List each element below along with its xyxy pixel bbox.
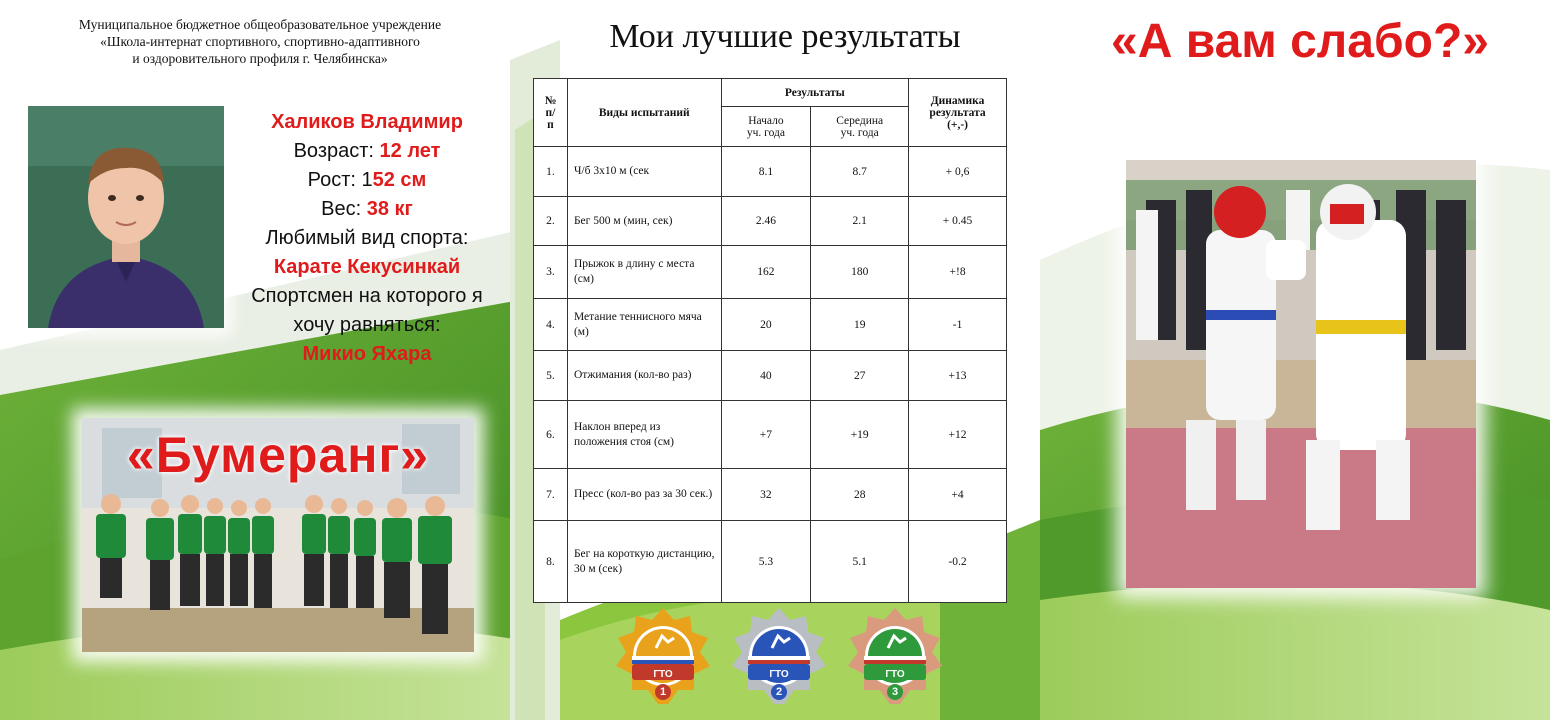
table-row: 6. Наклон вперед из положения стоя (см) +7 +19 +12	[534, 401, 1007, 469]
header-num: № п/ п	[534, 79, 568, 147]
table-row: 1. Ч/б 3х10 м (сек 8.1 8.7 + 0,6	[534, 147, 1007, 197]
medal-label: ГТО	[885, 669, 905, 680]
header-dynamics: Динамика результата (+,-)	[909, 79, 1007, 147]
table-row: 3. Прыжок в длину с места (см) 162 180 +!8	[534, 246, 1007, 299]
age-value: 12 лет	[379, 140, 441, 162]
medal-label: ГТО	[653, 669, 673, 680]
table-row: 4. Метание теннисного мяча (м) 20 19 -1	[534, 299, 1007, 351]
sport-label: Любимый вид спорта:	[265, 227, 469, 249]
header-test: Виды испытаний	[567, 79, 721, 147]
header-results: Результаты	[721, 79, 909, 107]
karate-photo	[1126, 160, 1476, 588]
height-label: Рост: 1	[307, 169, 373, 191]
medal-level: 2	[775, 686, 783, 698]
medal-level: 3	[891, 686, 899, 698]
table-row: 8. Бег на короткую дистанцию, 30 м (сек) 5.3 5.1 -0.2	[534, 521, 1007, 603]
table-row: 5. Отжимания (кол-во раз) 40 27 +13	[534, 351, 1007, 401]
org-line-3: и оздоровительного профиля г. Челябинска»	[132, 51, 388, 66]
gto-medal-silver	[728, 606, 830, 712]
weight-value: 38 кг	[366, 198, 413, 220]
idol-value: Микио Яхара	[302, 343, 432, 365]
weight-label: Вес:	[321, 198, 367, 220]
idol-label-1: Спортсмен на которого я	[251, 285, 483, 307]
student-name: Халиков Владимир	[271, 111, 463, 133]
height-value: 52 см	[372, 169, 427, 191]
team-title: «Бумеранг»	[126, 427, 430, 483]
challenge-slogan: «А вам слабо?»	[1111, 15, 1489, 68]
student-profile	[224, 108, 510, 369]
medal-level: 1	[659, 686, 667, 698]
header-start: Начало уч. года	[721, 107, 811, 147]
results-table-container	[533, 78, 1007, 603]
age-label: Возраст:	[293, 140, 380, 162]
gto-medal-bronze	[844, 606, 946, 712]
header-middle: Середина уч. года	[811, 107, 909, 147]
table-row: 7. Пресс (кол-во раз за 30 сек.) 32 28 +4	[534, 469, 1007, 521]
results-title: Мои лучшие результаты	[609, 18, 961, 55]
sport-value: Карате Кекусинкай	[273, 256, 461, 278]
gto-medal-gold	[612, 606, 714, 712]
height-line	[224, 166, 510, 195]
idol-label-2: хочу равняться:	[293, 314, 441, 336]
results-table	[533, 78, 1007, 603]
student-portrait	[28, 106, 224, 328]
org-line-2: «Школа-интернат спортивного, спортивно-адаптивного	[100, 34, 420, 49]
gto-medals	[612, 606, 948, 712]
org-line-1: Муниципальное бюджетное общеобразовательное учреждение	[78, 17, 442, 32]
organization-header	[10, 16, 510, 67]
age-line	[224, 137, 510, 166]
weight-line	[224, 195, 510, 224]
medal-label: ГТО	[769, 669, 789, 680]
table-row: 2. Бег 500 м (мин, сек) 2.46 2.1 + 0.45	[534, 197, 1007, 246]
